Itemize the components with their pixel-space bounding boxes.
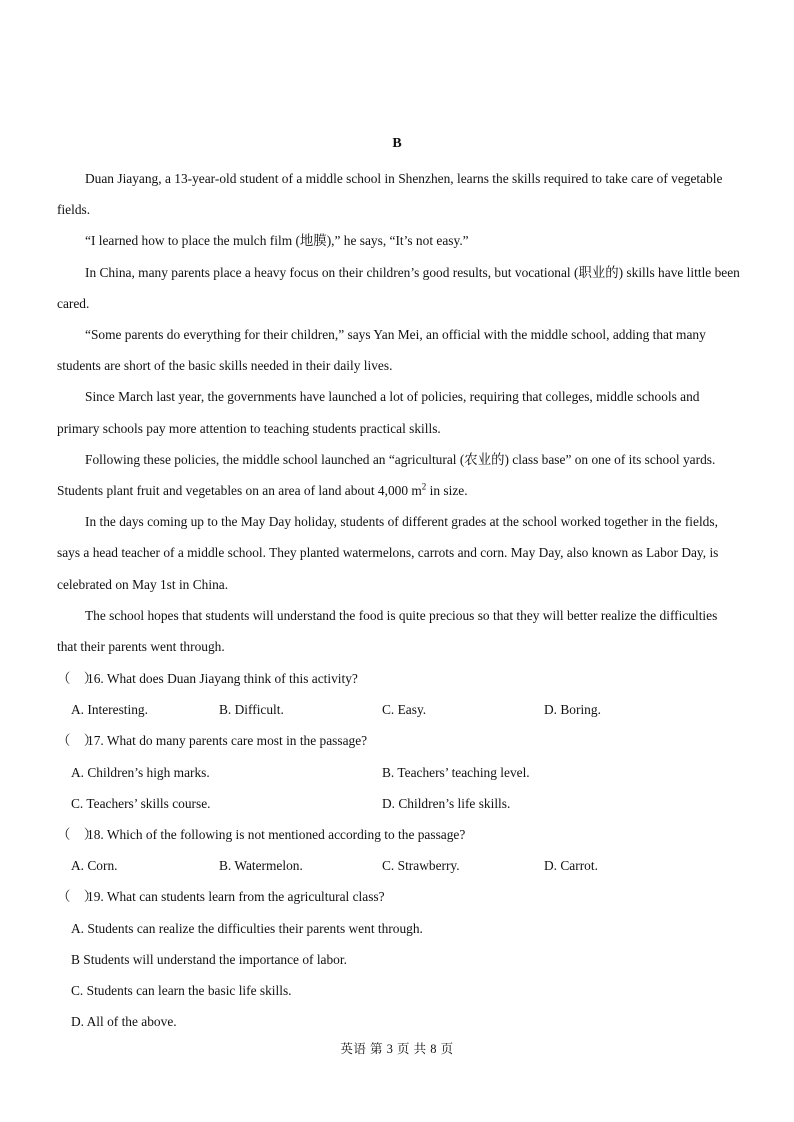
question-16 (57, 663, 740, 694)
options-row (57, 694, 740, 725)
passage-paragraph-3: In China, many parents place a heavy focus on their children’s good results, but vocational (职业的) skills have little been cared. (57, 264, 740, 311)
passage-paragraph-1: Duan Jiayang, a 13-year-old student of a middle school in Shenzhen, learns the skills required to take care of vegetable fields. (57, 171, 723, 218)
option-a: A. Interesting. (71, 702, 148, 718)
question-18 (57, 819, 740, 850)
option-b: B. Teachers’ teaching level. (382, 764, 530, 780)
question-list (57, 663, 740, 1037)
passage-paragraph-6 (57, 444, 740, 506)
option-c: C. Strawberry. (382, 858, 460, 874)
passage-paragraph-7: In the days coming up to the May Day holiday, students of different grades at the school worked together in the fields, says a head teacher of a middle school. They planted watermelons, carrots and corn. May Day, also known as Labor Day, is celebrated on May 1st in China. (57, 514, 719, 592)
question-17 (57, 725, 740, 756)
option-d: D. Boring. (544, 702, 601, 718)
option-d: D. Carrot. (544, 858, 598, 874)
passage-paragraph-5: Since March last year, the governments have launched a lot of policies, requiring that colleges, middle schools and primary schools pay more attention to teaching students practical skills. (57, 389, 700, 436)
option-d: D. All of the above. (71, 1014, 177, 1030)
question-stem: 16. What does Duan Jiayang think of this activity? (87, 671, 358, 686)
option-a: A. Students can realize the difficulties their parents went through. (71, 920, 423, 936)
option-c: C. Students can learn the basic life skills. (71, 982, 292, 998)
option-c: C. Teachers’ skills course. (71, 795, 211, 811)
options-row (57, 788, 740, 819)
question-stem: 17. What do many parents care most in the passage? (87, 733, 368, 749)
passage-paragraph-4: “Some parents do everything for their children,” says Yan Mei, an official with the middle school, adding that many students are short of the basic skills needed in their daily lives. (57, 327, 706, 374)
passage-paragraph-8: The school hopes that students will understand the food is quite precious so that they will better realize the difficulties that their parents went through. (57, 607, 718, 655)
options-row (57, 850, 740, 881)
page-footer: 英语 第 3 页 共 8 页 (340, 1042, 454, 1056)
passage-paragraph-2: “I learned how to place the mulch film (地膜),” he says, “It’s not easy.” (85, 233, 469, 249)
paragraph-6-text: Following these policies, the middle school launched an “agricultural (农业的) class base” on one of its school yards. Students plant fruit and vegetables on an area of land about 4,000 m (57, 451, 716, 499)
section-heading: B (392, 136, 402, 151)
option-a: A. Children’s high marks. (71, 764, 210, 780)
options-row (57, 1006, 740, 1037)
option-b: B Students will understand the importance of labor. (71, 951, 347, 967)
options-row (57, 975, 740, 1006)
answer-blank[interactable]: （ ） (57, 889, 98, 905)
option-d: D. Children’s life skills. (382, 795, 511, 811)
answer-blank[interactable]: （ ） (57, 733, 98, 749)
option-a: A. Corn. (71, 858, 118, 874)
reading-passage (57, 163, 740, 662)
answer-blank[interactable]: （ ） (57, 826, 98, 842)
question-stem: 19. What can students learn from the agricultural class? (87, 889, 385, 905)
answer-blank[interactable]: （ ） (57, 671, 98, 686)
question-19 (57, 881, 740, 912)
options-row (57, 913, 740, 944)
options-row (57, 757, 740, 788)
paragraph-6-tail: in size. (426, 483, 468, 499)
option-b: B. Difficult. (219, 702, 284, 718)
option-c: C. Easy. (382, 702, 427, 718)
options-row (57, 944, 740, 975)
question-stem: 18. Which of the following is not mentioned according to the passage? (87, 826, 466, 842)
option-b: B. Watermelon. (219, 858, 303, 874)
area-unit-superscript: 2 (421, 481, 427, 492)
